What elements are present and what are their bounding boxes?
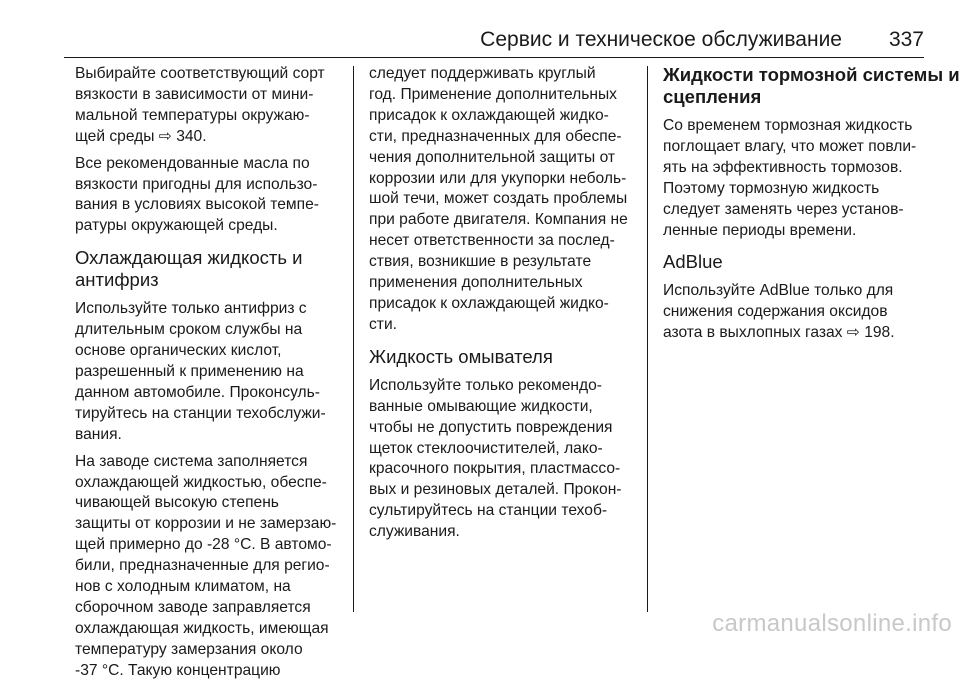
text-line: били, предназначенные для регио- (75, 557, 330, 575)
text-line: ленные периоды времени. (663, 221, 857, 239)
text-line: присадок к охлаждающей жидко- (369, 294, 609, 312)
text-line: служивания. (369, 523, 460, 541)
text-line: мальной температуры окружаю- (75, 106, 310, 124)
column-3 (663, 64, 960, 350)
header-divider (64, 57, 924, 58)
section-heading (75, 247, 347, 291)
column-1 (75, 64, 347, 688)
text-line: сультируйтесь на станции техоб- (369, 502, 608, 520)
text-line: следует поддерживать круглый (369, 65, 596, 82)
paragraph (369, 376, 641, 543)
text-line: чивающей высокую степень (75, 494, 279, 512)
text-line: сборочном заводе заправляется (75, 598, 311, 616)
text-line: Используйте только рекомендо- (369, 376, 602, 394)
text-line: чения дополнительной защиты от (369, 148, 616, 166)
text-line: Поэтому тормозную жидкость (663, 179, 880, 197)
text-line: Все рекомендованные масла по (75, 154, 310, 172)
text-line: основе органических кислот, (75, 342, 282, 360)
section-heading (663, 251, 935, 273)
text-line: снижения содержания оксидов (663, 303, 888, 321)
text-line: охлаждающей жидкостью, обеспе- (75, 473, 327, 491)
text-line: Используйте только антифриз с (75, 300, 307, 318)
paragraph (75, 154, 347, 238)
text-line: щей примерно до -28 °C. В автомо- (75, 536, 332, 554)
text-line: вязкости пригодны для использо- (75, 175, 318, 193)
section-heading (663, 64, 960, 108)
text-line: щеток стеклоочистителей, лако- (369, 439, 603, 457)
text-line: Охлаждающая жидкость и (75, 247, 303, 269)
watermark: carmanualsonline.info (712, 610, 952, 637)
column-divider (647, 66, 648, 612)
text-line: Жидкости тормозной системы и (663, 64, 960, 85)
text-line: при работе двигателя. Компания не (369, 211, 628, 229)
text-line: данном автомобиле. Проконсуль- (75, 383, 320, 401)
text-line: чтобы не допустить повреждения (369, 418, 613, 436)
text-line: вания. (75, 425, 122, 443)
section-heading (369, 346, 641, 368)
text-line: ратуры окружающей среды. (75, 217, 278, 235)
text-line: Используйте AdBlue только для (663, 282, 894, 300)
text-line: азота в выхлопных газах ⇨ 198. (663, 324, 895, 342)
text-line: вых и резиновых деталей. Прокон- (369, 481, 622, 499)
text-line: щей среды ⇨ 340. (75, 127, 207, 145)
text-line: вания в условиях высокой темпе- (75, 196, 319, 214)
text-line: коррозии или для укупорки неболь- (369, 169, 627, 187)
paragraph (663, 281, 935, 344)
text-line: применения дополнительных (369, 274, 583, 292)
text-line: разрешенный к применению на (75, 362, 304, 380)
text-line: нов с холодным климатом, на (75, 578, 291, 596)
text-line: несет ответственности за послед- (369, 232, 615, 250)
text-line: ванные омывающие жидкости, (369, 397, 593, 415)
text-line: антифриз (75, 269, 159, 291)
text-line: длительным сроком службы на (75, 321, 303, 339)
text-line: тируйтесь на станции техобслужи- (75, 404, 326, 422)
text-line: Жидкость омывателя (369, 345, 553, 367)
text-line: следует заменять через установ- (663, 200, 904, 218)
text-line: сти, предназначенных для обеспе- (369, 127, 622, 145)
text-line: сцепления (663, 86, 762, 107)
text-line: -37 °C. Такую концентрацию (75, 661, 281, 679)
text-line: ять на эффективность тормозов. (663, 158, 903, 176)
column-divider (353, 66, 354, 612)
paragraph (369, 64, 641, 336)
text-line: Со временем тормозная жидкость (663, 117, 913, 134)
text-line: На заводе система заполняется (75, 452, 308, 470)
paragraph (75, 299, 347, 445)
paragraph (75, 452, 347, 682)
text-line: красочного покрытия, пластмассо- (369, 460, 621, 478)
text-line: ствия, возникшие в результате (369, 253, 592, 271)
page-header (0, 0, 960, 60)
page-title: Сервис и техническое обслуживание (480, 28, 842, 51)
text-line: охлаждающая жидкость, имеющая (75, 619, 329, 637)
text-line: год. Применение дополнительных (369, 85, 617, 103)
text-line: защиты от коррозии и не замерзаю- (75, 515, 337, 533)
page-number: 337 (888, 28, 924, 51)
paragraph (663, 116, 935, 241)
paragraph (75, 64, 347, 148)
text-line: шой течи, может создать проблемы (369, 190, 628, 208)
text-line: Выбирайте соответствующий сорт (75, 65, 325, 82)
text-line: поглощает влагу, что может повли- (663, 137, 917, 155)
text-line: AdBlue (663, 251, 723, 273)
text-line: сти. (369, 315, 397, 333)
text-line: температуру замерзания около (75, 640, 303, 658)
text-line: вязкости в зависимости от мини- (75, 85, 314, 103)
text-line: присадок к охлаждающей жидко- (369, 106, 609, 124)
column-2 (369, 64, 641, 549)
